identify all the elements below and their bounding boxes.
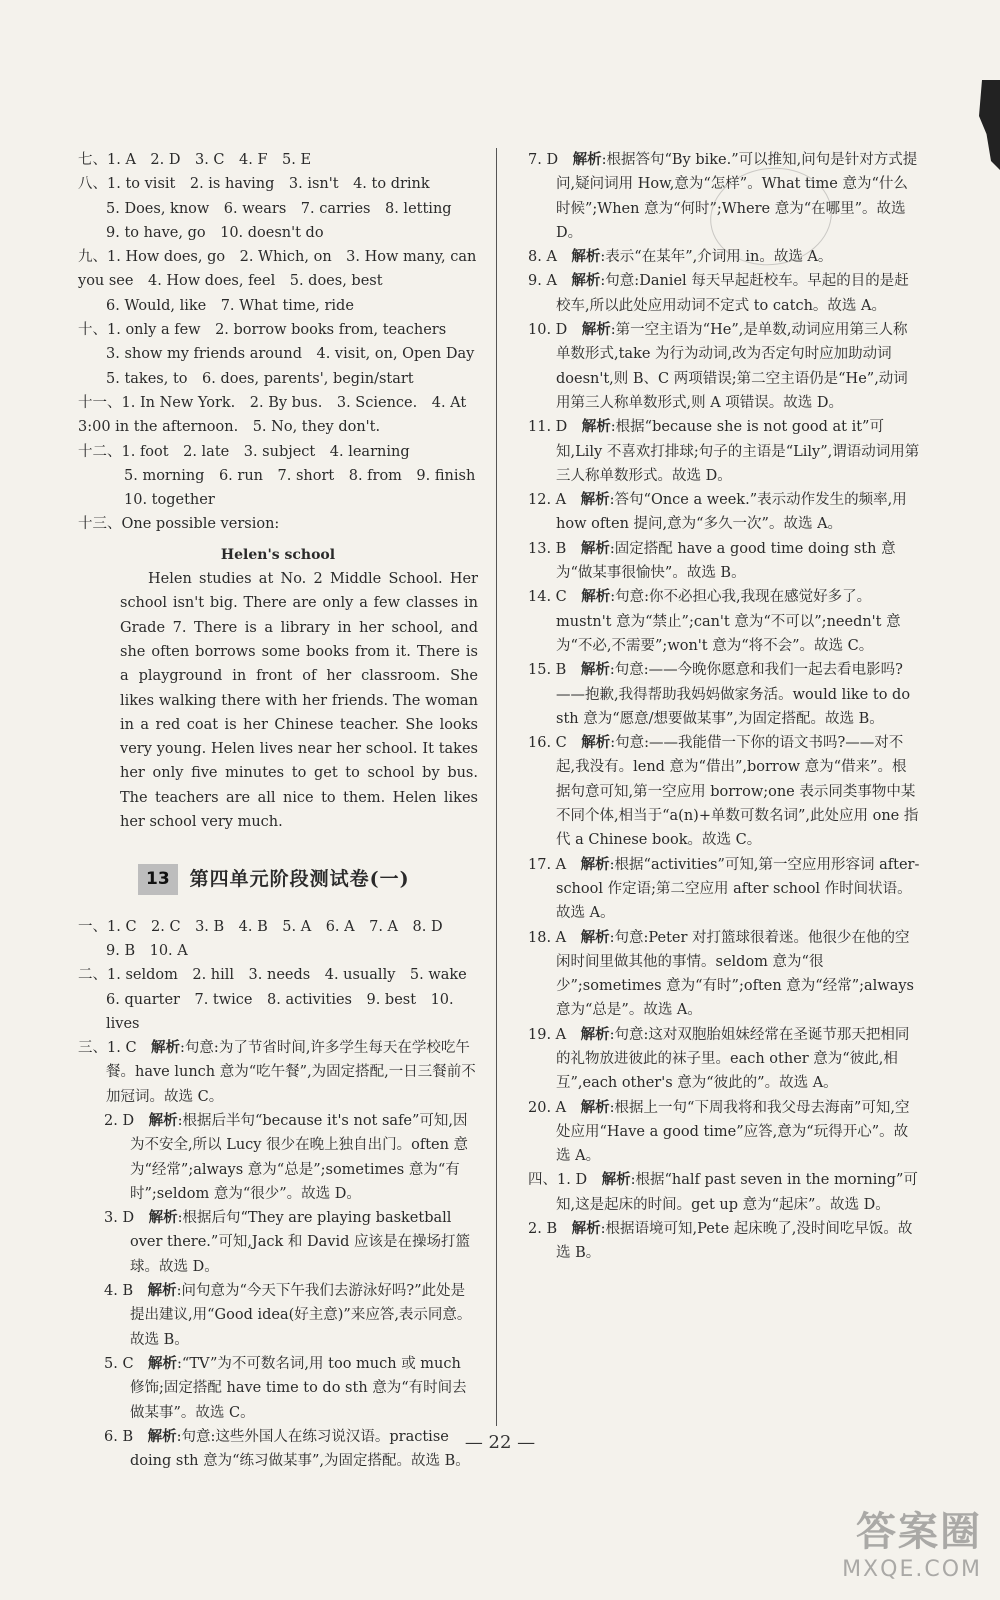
answer-line-s10-2: 3. show my friends around 4. visit, on, Open Day [106, 346, 475, 363]
page-edge-mark [970, 80, 1000, 170]
explanation-item [528, 853, 920, 926]
section-title: 第四单元阶段测试卷(一) [189, 868, 410, 891]
explanation-item [528, 1217, 920, 1266]
item-answer: 10. D [528, 322, 582, 339]
item-text: :句意:这些外国人在练习说汉语。practise doing sth 意为“练习做某事”,为固定搭配。故选 B。 [130, 1428, 470, 1470]
item-text: :根据答句“By bike.”可以推知,问句是针对方式提问,疑问词用 How,意为“怎样”。What time 意为“什么时候”;When 意为“何时”;Where 意为“在哪里”。故选 D。 [556, 152, 918, 241]
part3-explanations [78, 1036, 478, 1473]
explanation-item [78, 1109, 478, 1206]
essay-body: Helen studies at No. 2 Middle School. Her school isn't big. There are only a few classes in Grade 7. There is a library in her school, and she often borrows some books from it. There is a playground in front of her classroom. She likes walking there with her friends. The woman in a red coat is her Chinese teacher. She looks very young. Helen lives near her school. It takes her only five minutes to get to school by bus. The teachers are all nice to them. Helen likes her school very much. [120, 571, 478, 831]
item-text: :句意:为了节省时间,许多学生每天在学校吃午餐。have lunch 意为“吃午餐”,为固定搭配,一日三餐前不加冠词。故选 C。 [106, 1040, 476, 1105]
item-text: :句意:——我能借一下你的语文书吗?——对不起,我没有。lend 意为“借出”,borrow 意为“借来”。根据句意可知,第一空应用 borrow;one 表示同类事物中某不同个体,相当于“a(n)+单数可数名词”,此处应用 one 指代 a Chinese book。故选 C。 [556, 735, 919, 849]
item-keyword: 解析 [151, 1039, 181, 1057]
answer-line-s11: 十一、1. In New York. 2. By bus. 3. Science. 4. At 3:00 in the afternoon. 5. No, they don't. [78, 394, 471, 436]
explanation-item [528, 731, 920, 852]
answer-line-s7: 七、1. A 2. D 3. C 4. F 5. E [78, 152, 312, 168]
item-keyword: 解析 [147, 1427, 177, 1445]
answer-line-s13: 十三、One possible version: [78, 516, 280, 533]
item-keyword: 解析 [581, 321, 611, 339]
item-keyword: 解析 [571, 1220, 601, 1238]
explanation-item [528, 488, 920, 537]
answer-line-s8-1: 八、1. to visit 2. is having 3. isn't 4. to drink [78, 176, 430, 193]
item-answer: 6. B [104, 1428, 148, 1445]
explanation-item [528, 318, 920, 415]
answer-line-s9-2: 6. Would, like 7. What time, ride [106, 297, 354, 314]
answer-line-s10-1: 十、1. only a few 2. borrow books from, teachers [78, 322, 447, 339]
item-answer: 12. A [528, 492, 581, 509]
explanation-item [78, 1206, 478, 1279]
item-answer: 7. D [528, 152, 573, 168]
answer-line-s10-3: 5. takes, to 6. does, parents', begin/start [106, 370, 414, 387]
item-keyword: 解析 [147, 1282, 177, 1300]
item-keyword: 解析 [148, 1354, 178, 1372]
explanation-item [528, 269, 920, 318]
explanation-item [528, 537, 920, 586]
item-text: :根据“because she is not good at it”可知,Lily 不喜欢打排球;句子的主语是“Lily”,谓语动词用第三人称单数形式。故选 D。 [556, 419, 920, 484]
item-keyword: 解析 [601, 1171, 631, 1189]
logo-sub-text: MXQE.COM [842, 1557, 982, 1582]
explanation-item [78, 1279, 478, 1352]
answer-line-s8-2: 5. Does, know 6. wears 7. carries 8. letting [106, 200, 452, 217]
item-answer: 三、1. C [78, 1040, 152, 1057]
answer-line-p1-1: 一、1. C 2. C 3. B 4. B 5. A 6. A 7. A 8. D [78, 918, 443, 935]
item-keyword: 解析 [148, 1111, 178, 1129]
left-column [78, 148, 481, 1473]
column-divider [496, 148, 497, 1426]
item-answer: 8. A [528, 249, 572, 266]
logo-main-text: 答案圈 [856, 1509, 982, 1555]
item-answer: 3. D [104, 1210, 149, 1227]
site-logo [842, 1500, 982, 1582]
item-answer: 15. B [528, 662, 581, 679]
right-column [528, 148, 920, 1266]
item-answer: 2. D [104, 1112, 149, 1129]
explanation-item [500, 1168, 920, 1217]
item-keyword: 解析 [581, 734, 611, 752]
item-answer: 20. A [528, 1099, 581, 1116]
answer-line-s12-2: 5. morning 6. run 7. short 8. from 9. finish [124, 467, 476, 484]
item-keyword: 解析 [580, 1025, 610, 1043]
item-text: :表示“在某年”,介词用 in。故选 A。 [600, 249, 833, 266]
item-answer: 14. C [528, 589, 582, 606]
item-text: :句意:你不必担心我,我现在感觉好多了。mustn't 意为“禁止”;can't 意为“不可以”;needn't 意为“不必,不需要”;won't 意为“将不会”。故选 C。 [556, 589, 901, 654]
answer-line-p1-2: 9. B 10. A [106, 942, 188, 959]
item-text: :根据后句“They are playing basketball over there.”可知,Jack 和 David 应该是在操场打篮球。故选 D。 [130, 1210, 471, 1275]
item-keyword: 解析 [581, 588, 611, 606]
answer-line-p2-2: 6. quarter 7. twice 8. activities 9. best 10. lives [106, 991, 459, 1032]
explanation-item [528, 415, 920, 488]
item-answer: 11. D [528, 419, 582, 436]
item-answer: 18. A [528, 929, 581, 946]
section-number: 13 [138, 864, 178, 894]
item-keyword: 解析 [571, 248, 601, 266]
item-keyword: 解析 [571, 272, 601, 290]
item-answer: 17. A [528, 856, 581, 873]
item-text: :根据上一句“下周我将和我父母去海南”可知,空处应用“Have a good time”应答,意为“玩得开心”。故选 A。 [556, 1099, 910, 1165]
item-answer: 四、1. D [528, 1172, 602, 1189]
answer-line-s9-1: 九、1. How does, go 2. Which, on 3. How many, can you see 4. How does, feel 5. does, best [78, 249, 481, 290]
page-number: — 22 — [464, 1432, 536, 1453]
answer-line-s12-1: 十二、1. foot 2. late 3. subject 4. learning [78, 443, 410, 460]
item-text: :答句“Once a week.”表示动作发生的频率,用 how often 提问,意为“多久一次”。故选 A。 [556, 492, 912, 533]
explanation-item [78, 1352, 478, 1425]
item-keyword: 解析 [580, 539, 610, 557]
item-keyword: 解析 [580, 928, 610, 946]
item-text: :“TV”为不可数名词,用 too much 或 much 修饰;固定搭配 have time to do sth 意为“有时间去做某事”。故选 C。 [130, 1355, 467, 1421]
item-text: :根据后半句“because it's not safe”可知,因为不安全,所以 Lucy 很少在晚上独自出门。often 意为“经常”;always 意为“总是”;sometimes 意为“有时”;seldom 意为“很少”。故选 D。 [130, 1112, 469, 1202]
explanation-item [528, 585, 920, 658]
item-text: :句意:——今晚你愿意和我们一起去看电影吗?——抱歉,我得帮助我妈妈做家务活。would like to do sth 意为“愿意/想要做某事”,为固定搭配。故选 B。 [556, 662, 915, 727]
section-heading [138, 864, 478, 894]
item-keyword: 解析 [572, 151, 602, 168]
item-text: :句意:Daniel 每天早起赶校车。早起的目的是赶校车,所以此处应用动词不定式 to catch。故选 A。 [556, 273, 909, 314]
item-answer: 5. C [104, 1355, 149, 1372]
explanation-item [78, 1036, 478, 1109]
item-keyword: 解析 [580, 855, 610, 873]
item-answer: 4. B [104, 1283, 148, 1300]
item-text: :根据“activities”可知,第一空应用形容词 after-school 作定语;第二空应用 after school 作时间状语。故选 A。 [556, 856, 920, 922]
explanation-item [528, 658, 920, 731]
item-text: :问句意为“今天下午我们去游泳好吗?”此处是提出建议,用“Good idea(好主意)”来应答,表示同意。故选 B。 [130, 1283, 472, 1348]
item-answer: 13. B [528, 540, 581, 557]
explanation-item [528, 1023, 920, 1096]
explanation-item [528, 926, 920, 1023]
item-keyword: 解析 [581, 418, 611, 436]
explanation-item [528, 1096, 920, 1169]
item-text: :句意:Peter 对打篮球很着迷。他很少在他的空闲时间里做其他的事情。seldom 意为“很少”;sometimes 意为“有时”;often 意为“经常”;always 意为“总是”。故选 A。 [556, 929, 919, 1019]
item-keyword: 解析 [580, 491, 610, 509]
item-answer: 16. C [528, 735, 582, 752]
item-text: :句意:这对双胞胎姐妹经常在圣诞节那天把相同的礼物放进彼此的袜子里。each other 意为“彼此,相互”,each other's 意为“彼此的”。故选 A。 [556, 1026, 910, 1092]
item-keyword: 解析 [148, 1209, 178, 1227]
answer-line-s8-3: 9. to have, go 10. doesn't do [106, 224, 324, 241]
item-keyword: 解析 [580, 1098, 610, 1116]
essay-title: Helen's school [220, 546, 336, 563]
item-text: :固定搭配 have a good time doing sth 意为“做某事很愉快”。故选 B。 [556, 540, 896, 582]
answer-line-p2-1: 二、1. seldom 2. hill 3. needs 4. usually 5. wake [78, 967, 467, 984]
item-answer: 19. A [528, 1026, 581, 1043]
item-text: :第一空主语为“He”,是单数,动词应用第三人称单数形式,take 为行为动词,改为否定句时应加助动词 doesn't,则 B、C 两项错误;第二空主语仍是“He”,动词用第三人称单数形式,则 A 项错误。故选 D。 [556, 322, 908, 411]
item-answer: 9. A [528, 273, 572, 290]
answer-line-s12-3: 10. together [124, 492, 215, 509]
item-text: :根据“half past seven in the morning”可知,这是起床的时间。get up 意为“起床”。故选 D。 [556, 1172, 918, 1213]
item-answer: 2. B [528, 1221, 572, 1238]
item-keyword: 解析 [580, 661, 610, 679]
item-text: :根据语境可知,Pete 起床晚了,没时间吃早饭。故选 B。 [556, 1221, 913, 1262]
